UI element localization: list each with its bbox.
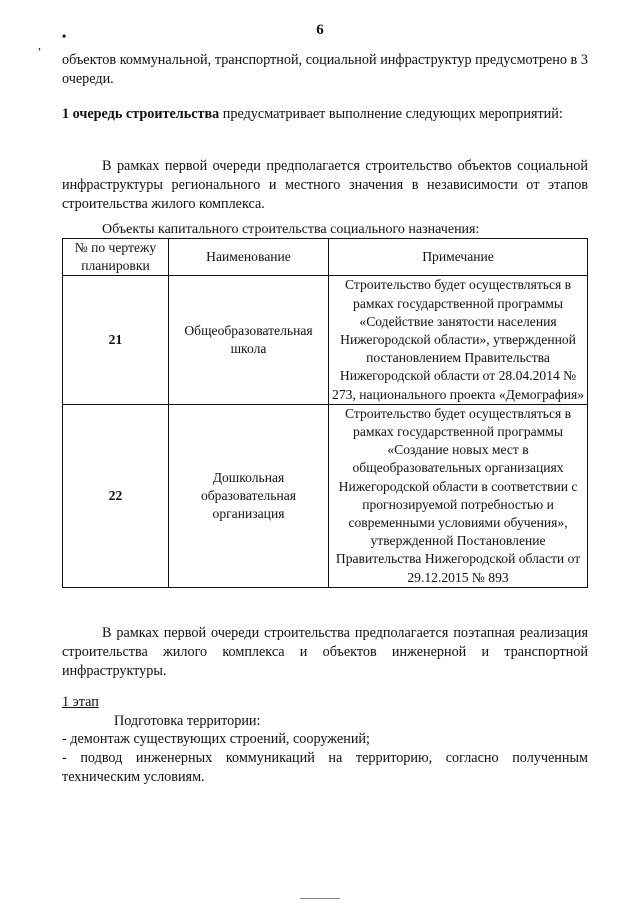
table-header-row — [63, 239, 588, 276]
row-note: Строительство будет осуществляться в рамках государственной программы «Создание новых мест в общеобразовательных организациях Нижегородской области в соответствии с прогнозируемой потребностью и современными условиями обучения», утвержденной Постановление Правительства Нижегородской области от 29.12.2015 № 893 — [329, 404, 588, 587]
stage-item: - демонтаж существующих строений, сооружений; — [62, 731, 370, 747]
header-name: Наименование — [168, 239, 328, 276]
stages-paragraph: В рамках первой очереди строительства предполагается поэтапная реализация строительства жилого комплекса и объектов инженерной и транспортной инфраструктуры. — [62, 625, 588, 679]
header-number: № по чертежу планировки — [63, 239, 169, 276]
margin-mark: • — [62, 29, 67, 43]
first-queue-paragraph: В рамках первой очереди предполагается строительство объектов социальной инфраструктуры регионального и местного значения в независимости от этапов строительства жилого комплекса. — [62, 158, 588, 212]
stage-subtitle: Подготовка территории: — [114, 713, 261, 729]
table-row — [63, 276, 588, 404]
page-divider — [300, 898, 340, 899]
queue-heading-bold: 1 очередь строительства — [62, 106, 220, 122]
page-number: 6 — [316, 22, 324, 38]
table-caption: Объекты капитального строительства социального назначения: — [102, 222, 480, 237]
intro-paragraph: объектов коммунальной, транспортной, социальной инфраструктур предусмотрено в 3 очереди. — [62, 52, 588, 87]
margin-mark: , — [38, 38, 41, 52]
header-note: Примечание — [329, 239, 588, 276]
row-name: Общеобразовательная школа — [168, 276, 328, 404]
row-note: Строительство будет осуществляться в рамках государственной программы «Содействие занятости населения Нижегородской области», утвержденной постановлением Правительства Нижегородской области от 28.04.2014 № 273, национального проекта «Демография» — [329, 276, 588, 404]
row-name: Дошкольная образовательная организация — [168, 404, 328, 587]
stage-item: - подвод инженерных коммуникаций на территорию, согласно полученным техническим условиям. — [62, 750, 588, 785]
table-row — [63, 404, 588, 587]
queue-heading-rest: предусматривает выполнение следующих мероприятий: — [219, 106, 563, 122]
row-number: 22 — [63, 404, 169, 587]
stage-title: 1 этап — [62, 694, 99, 710]
row-number: 21 — [63, 276, 169, 404]
queue-heading — [62, 105, 588, 124]
objects-table — [62, 238, 588, 588]
